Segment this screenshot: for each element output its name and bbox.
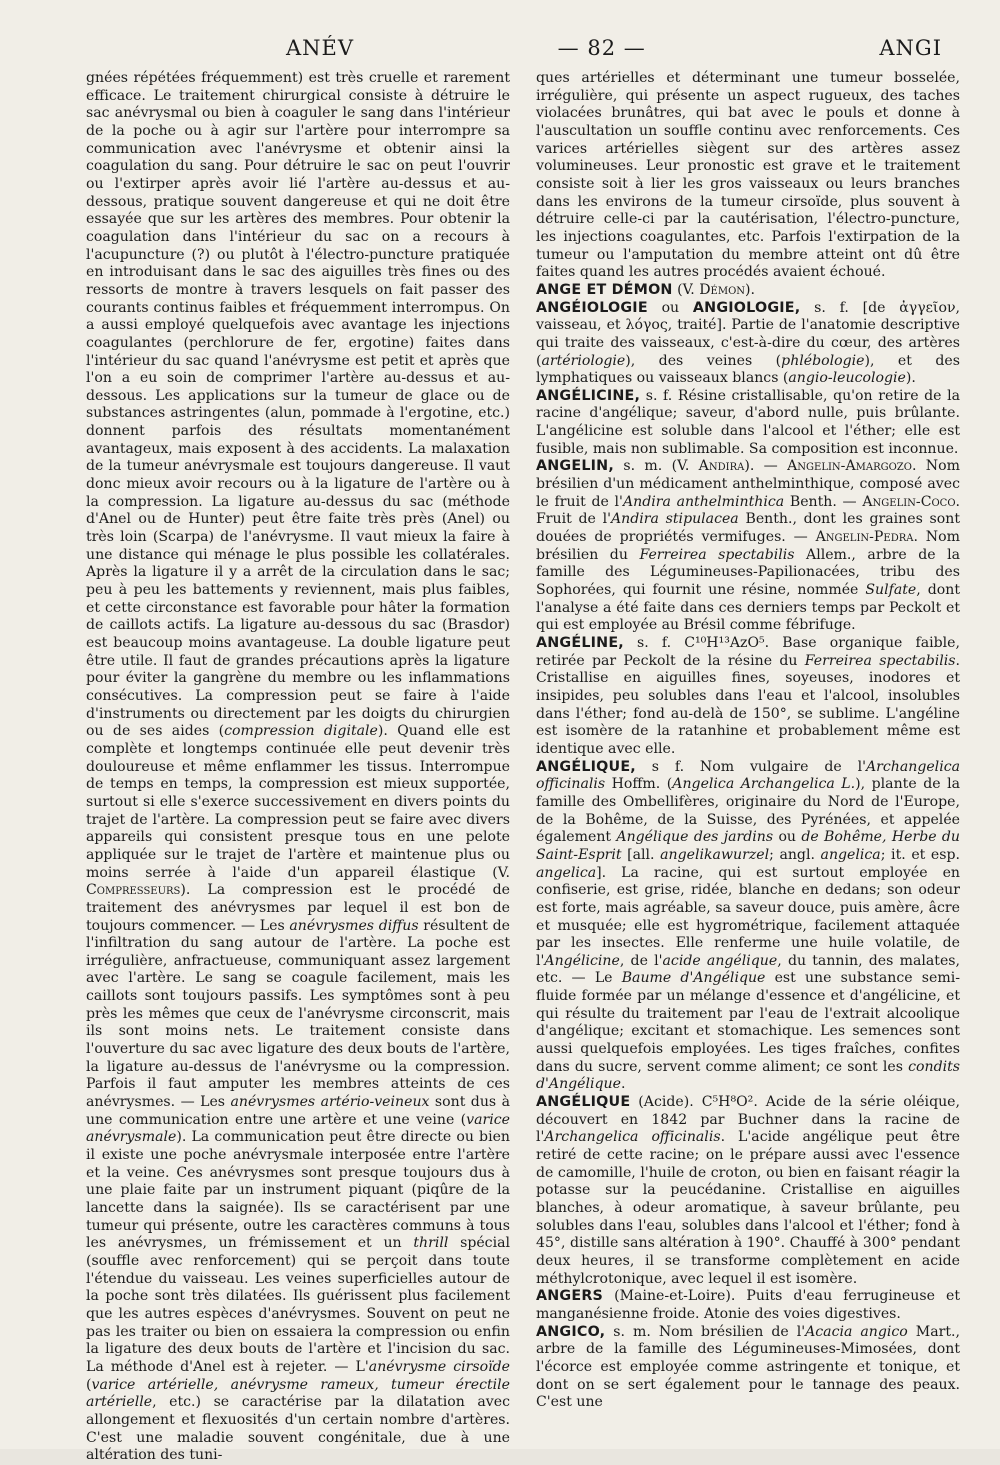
cross-reference: Démon bbox=[699, 281, 746, 298]
text-run: ; it. et esp. bbox=[880, 846, 960, 863]
text-run: ). La communication peut être directe ou bien il existe une poche anévrysmale interposée entre l'artère et la veine. Ces anévrysmes sont presque toujours dus à une plaie faite par un instrument piquant (piqûre de la lancette dans la saignée). Ils se caractérisent par une tumeur qui présente, outre les caractères communs à tous les anévrysmes, un frémissement et un bbox=[86, 1129, 510, 1252]
italic-term: Angélicine bbox=[544, 952, 620, 969]
italic-term: compression digitale bbox=[224, 723, 378, 740]
header-left-word: ANÉV bbox=[286, 36, 355, 60]
headword: ANGICO, bbox=[536, 1323, 606, 1340]
italic-term: Andira anthelminthica bbox=[622, 493, 785, 510]
cross-reference: Andira bbox=[698, 458, 745, 475]
entry-angeline bbox=[536, 635, 960, 759]
text-run: résultent de l'infiltration du sang autour de l'artère. La poche est irrégulière, anfractueuse, communiquant assez largement avec l'artère. Le sang se coagule facilement, mais les caillots sont toujours passifs. Les symptômes sont à peu près les mêmes que ceux de l'anévrysme circonscrit, mais ils sont moins nets. Le traitement consiste dans l'ouverture du sac avec ligature des deux bouts de l'artère, la ligature au-dessus de l'anévrysme ou la compression. Parfois il faut amputer les membres atteints de ces anévrysmes. — Les bbox=[86, 917, 510, 1111]
text-run: s f. Nom vulgaire de l' bbox=[635, 758, 866, 775]
entry-acide-angelique bbox=[536, 1094, 960, 1288]
text-run: est une substance semi-fluide formée par un mélange d'essence et d'angélicine, et qui résulte du traitement par l'eau de l'extrait alcoolique d'angélique; excitant et stomachique. Les semences sont aussi quelquefois employées. Les tiges fraîches, confites dans du sucre, servent comme aliment; ce sont les bbox=[536, 970, 960, 1075]
header-right-word: ANGI bbox=[879, 36, 942, 60]
italic-term: anévrysme cirsoïde bbox=[368, 1358, 510, 1375]
italic-term: angio-leucologie bbox=[788, 370, 906, 387]
text-run: ). — bbox=[744, 458, 788, 475]
italic-term: Baume d'Angélique bbox=[621, 970, 766, 987]
entry-angelicine bbox=[536, 388, 960, 459]
cross-reference: Compresseurs bbox=[86, 882, 181, 899]
page-number: — 82 — bbox=[557, 36, 646, 60]
sub-headword: Angelin-Coco bbox=[862, 493, 956, 510]
italic-term: Angelica Archangelica L. bbox=[672, 776, 856, 793]
italic-term: condits d'Angélique bbox=[536, 1058, 960, 1093]
text-run: . Cristallise en aiguilles fines, soyeuses, inodores et insipides, peu solubles dans l'eau et l'alcool, insolubles dans l'éther; fond au-delà de 150°, se sublime. L'angéline est isomère de la ratanhine et probablement même est identique avec elle. bbox=[536, 652, 961, 757]
entry-ange-et-demon bbox=[536, 282, 960, 300]
text-run: ), et des lymphatiques ou vaisseaux blancs ( bbox=[536, 352, 960, 387]
text-run: s. f. C¹⁰H¹³AzO⁵. Base organique faible, retirée par Peckolt de la résine du bbox=[536, 635, 960, 669]
entry-angico bbox=[536, 1324, 960, 1412]
text-run: ). bbox=[745, 281, 756, 298]
headword: ANGELIN, bbox=[536, 458, 614, 475]
text-run: s. m. (V. bbox=[613, 458, 699, 475]
text-run: spécial (souffle avec renforcement) qui se perçoit dans toute l'étendue du vaisseau. Les veines superficielles autour de la poche sont très dilatées. Ils guérissent plus facilement que les autres espèces d'anévrysmes. Souvent on peut ne pas les traiter ou bien on essaiera la compression ou enfin la ligature des deux bouts de l'artère et l'incision du sac. La méthode d'Anel est à rejeter. — L' bbox=[86, 1235, 510, 1375]
text-run: (V. bbox=[672, 281, 700, 298]
text-run: . Nom brésilien du bbox=[536, 529, 960, 563]
italic-term: Sulfate bbox=[865, 582, 917, 599]
italic-term: anévrysmes diffus bbox=[289, 917, 419, 934]
italic-term: Andira stipulacea bbox=[611, 511, 739, 528]
text-run: ou bbox=[647, 299, 693, 316]
text-run: s. f. Résine cristallisable, qu'on retire de la racine d'angélique; saveur, d'abord nulle, puis brûlante. L'angélicine est soluble dans l'alcool et l'éther; elle est fusible, mais non sublimable. Sa composition est inconnue. bbox=[536, 387, 960, 457]
text-run: ), plante de la famille des Ombellifères, originaire du Nord de l'Europe, de la Bohême, de la Suisse, des Pyrénées, et appelée également bbox=[536, 776, 960, 846]
text-run: ]. La racine, qui est surtout employée en confiserie, est grise, ridée, blanche en dedans; son odeur est forte, mais agréable, sa saveur douce, puis amère, âcre et musquée; elle est hygrométrique, facilement attaquée par les insectes. Elle renferme une huile volatile, de l' bbox=[536, 864, 960, 969]
italic-term: phlébologie bbox=[781, 352, 865, 369]
text-run: ou bbox=[773, 829, 802, 846]
text-run: [all. bbox=[621, 846, 661, 863]
left-column bbox=[86, 70, 510, 1464]
italic-term: Archangelica officinalis bbox=[536, 758, 960, 793]
text-run: , du tannin, des malates, etc. — Le bbox=[536, 952, 960, 987]
text-run: . Nom brésilien d'un médicament anthelminthique, composé avec le fruit de l' bbox=[536, 458, 960, 510]
text-run: ). La compression est le procédé de traitement des anévrysmes par lequel il est bon de toujours commencer. — Les bbox=[86, 882, 510, 934]
right-column bbox=[536, 70, 960, 1415]
headword: ANGIOLOGIE, bbox=[692, 299, 801, 316]
headword: ANGE ET DÉMON bbox=[536, 281, 673, 298]
text-run: Mart., arbre de la famille des Légumineuses-Mimosées, dont l'écorce est employée comme astringente et tonique, et dont on se sert également pour le tannage des peaux. C'est une bbox=[536, 1323, 960, 1411]
entry-angelique bbox=[536, 759, 960, 1094]
text-run: . Fruit de l' bbox=[536, 493, 961, 528]
text-run: , de l' bbox=[619, 952, 663, 969]
text-run: ( bbox=[86, 1376, 92, 1393]
italic-term: angelica bbox=[820, 846, 881, 863]
text-run: Hoffm. ( bbox=[605, 776, 673, 793]
italic-term: varice artérielle, anévrysme rameux, tumeur érectile artérielle bbox=[86, 1376, 510, 1411]
text-run: . L'acide angélique peut être retiré de cette racine; on le prépare aussi avec l'essence de camomille, l'huile de croton, ou bien en faisant réagir la potasse sur la peucédanine. Cristallise en aiguilles blanches, à odeur aromatique, à saveur brûlante, peu solubles dans l'eau, solubles dans l'alcool et l'éther; fond à 45°, distille sans altération à 190°. Chauffé à 300° pendant deux heures, il se transforme complètement en acide méthylcrotonique, avec lequel il est isomère. bbox=[536, 1129, 960, 1287]
italic-term: Ferreirea spectabilis bbox=[639, 546, 795, 563]
italic-term: Acacia angico bbox=[805, 1323, 908, 1340]
text-run: Benth. — bbox=[784, 493, 863, 510]
entry-continuation-cirsoide: ques artérielles et déterminant une tumeur bosselée, irrégulière, qui présente un aspect rugueux, des taches violacées brunâtres, qui bat avec le pouls et donne à l'auscultation un souffle continu avec renforcements. Ces varices artérielles siègent sur des artères assez volumineuses. Leur pronostic est grave et le traitement consiste soit à lier les gros vaisseaux ou leurs branches dans les environs de la tumeur cirsoïde, plus souvent à détruire celle-ci par la cautérisation, l'électro-puncture, les injections coagulantes, etc. Parfois l'extirpation de la tumeur ou l'amputation du membre atteint ont dû être faites quand les autres procédés avaient échoué. bbox=[536, 70, 960, 281]
entry-angelin bbox=[536, 458, 960, 635]
italic-term: Ferreirea spectabilis bbox=[804, 652, 956, 669]
text-run: , etc.) se caractérise par la dilatation avec allongement et flexuosités d'un certain nombre d'artères. C'est une maladie souvent congénitale, due à une altération des tuni- bbox=[86, 1394, 510, 1464]
text-run: Benth., dont les graines sont douées de propriétés vermifuges. — bbox=[536, 511, 960, 546]
text-run: , dont l'analyse a été faite dans ces derniers temps par Peckolt et qui est employée au Brésil comme fébrifuge. bbox=[536, 582, 960, 634]
entry-continuation-anevrysme bbox=[86, 70, 510, 1465]
italic-term: artériologie bbox=[541, 352, 626, 369]
text-columns bbox=[86, 70, 961, 1464]
sub-headword: Angelin-Amargozo bbox=[787, 458, 912, 475]
italic-term: Archangelica officinalis bbox=[544, 1129, 721, 1146]
italic-term: angelikawurzel bbox=[660, 846, 770, 863]
italic-term: Angélique des jardins bbox=[616, 829, 774, 846]
italic-term: varice anévrysmale bbox=[86, 1111, 510, 1146]
text-run: ). bbox=[905, 370, 916, 387]
text-run: ), des veines ( bbox=[625, 352, 782, 369]
italic-term: angelica bbox=[536, 864, 597, 881]
italic-term: de Bohême, Herbe du Saint-Esprit bbox=[536, 829, 961, 863]
text-run: . bbox=[620, 1076, 626, 1093]
headword: ANGÉLICINE, bbox=[536, 387, 641, 404]
italic-term: thrill bbox=[413, 1235, 449, 1252]
entry-angeiologie bbox=[536, 300, 960, 388]
running-head bbox=[86, 36, 960, 70]
italic-term: anévrysmes artério-veineux bbox=[230, 1094, 430, 1111]
headword: ANGÉLIQUE bbox=[536, 1094, 631, 1111]
headword: ANGÉLINE, bbox=[536, 635, 624, 651]
text-run: (Maine-et-Loire). Puits d'eau ferrugineuse et manganésienne froide. Atonie des voies digestives. bbox=[536, 1288, 960, 1322]
text-run: s. m. Nom brésilien de l' bbox=[605, 1323, 806, 1340]
entry-angers bbox=[536, 1288, 960, 1323]
headword: ANGERS bbox=[536, 1288, 604, 1305]
italic-term: acide angélique bbox=[662, 952, 778, 969]
text-run: ). Quand elle est complète et longtemps continuée elle peut devenir très douloureuse et même enflammer les tissus. Interrompue de temps en temps, la compression est mieux supportée, surtout si elle s'exerce successivement en divers points du trajet de l'artère. La compression peut se faire avec divers appareils qui consistent presque tous en une pelote appliquée sur le trajet de l'artère et maintenue plus ou moins serrée à l'aide d'un appareil élastique (V. bbox=[86, 723, 510, 881]
sub-headword: Angelin-Pedra bbox=[815, 529, 914, 546]
text-run: Allem., arbre de la famille des Légumineuses-Papilionacées, tribu des Sophorées, qui fournit une résine, nommée bbox=[536, 546, 960, 599]
text-run: (Acide). C⁵H⁸O². Acide de la série oléique, découvert en 1842 par Buchner dans la racine de l' bbox=[536, 1094, 960, 1146]
text-run: gnées répétées fréquemment) est très cruelle et rarement efficace. Le traitement chirurgical consiste à détruire le sac anévrysmal ou bien à coaguler le sang dans l'intérieur de la poche ou à agir sur l'artère pour interrompre sa communication avec l'anévrysme et obtenir ainsi la coagulation du sang. Pour détruire le sac on peut l'ouvrir ou l'extirper après avoir lié l'artère au-dessus et au-dessous, pratique souvent dangereuse et qui ne doit être essayée que sur les artères des membres. Pour obtenir la coagulation dans l'intérieur du sac on a recours à l'acupuncture (?) ou plutôt à l'électro-puncture pratiquée en introduisant dans le sac des aiguilles très fines ou des ressorts de montre à travers lesquels on fait passer des courants continus faibles et fréquemment interrompus. On a aussi employé quelquefois avec avantage les injections coagulantes (perchlorure de fer, ergotine) faites dans l'intérieur du sac quand l'anévrysme est petit et après que l'on a eu soin de comprimer l'artère au-dessus et au-dessous. Les applications sur la tumeur de glace ou de substances astringentes (alun, pommade à l'ergotine, etc.) donnent parfois des résultats momentanément avantageux, mais exposent à des accidents. La malaxation de la tumeur anévrysmale est toujours dangereuse. Il vaut donc mieux avoir recours ou à la ligature de l'artère ou à la compression. La ligature au-dessus du sac (méthode d'Anel ou de Hunter) peut être faite très près (Anel) ou très loin (Scarpa) de l'anévrysme. Il vaut mieux la faire à une distance qui ménage le plus possible les collatérales. Après la ligature il y a arrêt de la circulation dans le sac; peu à peu les battements y reviennent, mais plus faibles, et cette circonstance est favorable pour hâter la formation de caillots actifs. La ligature au-dessous du sac (Brasdor) est beaucoup moins avantageuse. La double ligature peut être utile. Il faut de grandes précautions après la ligature pour éviter la gangrène du membre ou les inflammations consécutives. La compression peut se faire à l'aide d'instruments ou directement par les doigts du chirurgien ou de ses aides ( bbox=[86, 70, 510, 740]
text-run: s. f. [de ἀγγεῖον, vaisseau, et λόγος, traité]. Partie de l'anatomie descriptive qui traite des vaisseaux, c'est-à-dire du cœur, des artères ( bbox=[536, 299, 960, 369]
text-run: ; angl. bbox=[769, 846, 821, 863]
headword: ANGÉIOLOGIE bbox=[536, 299, 648, 316]
text-run: sont dus à une communication entre une artère et une veine ( bbox=[86, 1094, 510, 1128]
headword: ANGÉLIQUE, bbox=[536, 758, 636, 775]
